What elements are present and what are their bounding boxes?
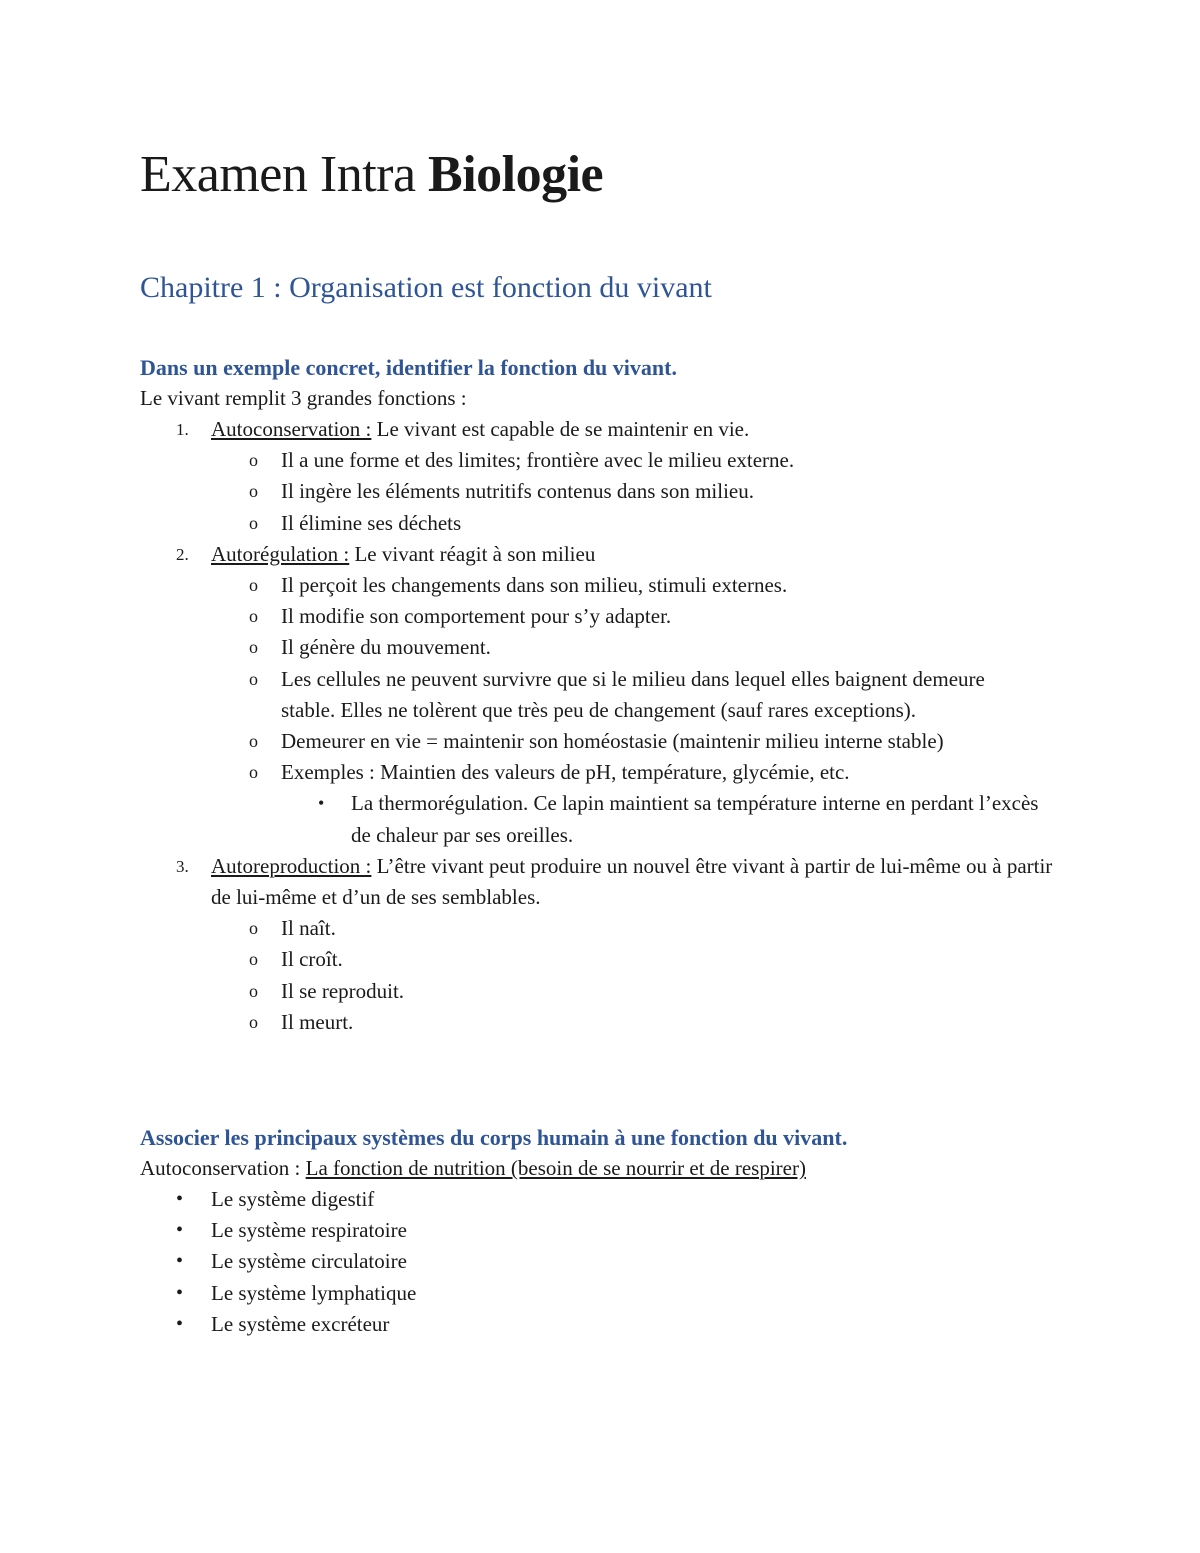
item-label: Autoconservation : [211, 417, 372, 441]
circle-bullet-icon: o [249, 1011, 258, 1032]
sub-list-item: o Il a une forme et des limites; frontière avec le milieu externe. [140, 445, 1140, 476]
section-intro: Le vivant remplit 3 grandes fonctions : [140, 386, 467, 410]
circle-bullet-icon: o [249, 512, 258, 533]
item-label: Autorégulation : [211, 541, 350, 566]
sub-list-item: o Exemples : Maintien des valeurs de pH, température, glycémie, etc. [140, 757, 1140, 788]
list-item-autoreproduction [140, 851, 1061, 913]
sub-list-item: o Il modifie son comportement pour s’y adapter. [140, 601, 1140, 632]
bullet-list-item: • Le système lymphatique [140, 1278, 1140, 1309]
bullet-list-item: • Le système circulatoire [140, 1246, 1140, 1277]
sub-list-item: o Il ingère les éléments nutritifs contenus dans son milieu. [140, 476, 1140, 507]
title-regular: Examen Intra [140, 146, 429, 203]
section-fonctions-du-vivant [140, 352, 1140, 1038]
list-number: 3. [176, 856, 189, 876]
item-label: Autoreproduction : [211, 853, 372, 878]
bullet-list-item: • Le système excréteur [140, 1309, 1140, 1340]
section-intro: Autoconservation : La fonction de nutrition (besoin de se nourrir et de respirer) [140, 1156, 806, 1180]
section-heading: Associer les principaux systèmes du corps humain à une fonction du vivant. [140, 1125, 848, 1150]
circle-bullet-icon: o [249, 668, 258, 689]
item-text: Le vivant est capable de se maintenir en vie. [371, 417, 750, 441]
item-text: Le vivant réagit à son milieu [349, 541, 596, 566]
circle-bullet-icon: o [249, 450, 258, 471]
list-item-autoregulation [140, 539, 1140, 570]
section-heading: Dans un exemple concret, identifier la fonction du vivant. [140, 355, 677, 380]
circle-bullet-icon: o [249, 606, 258, 627]
bullet-icon: • [318, 793, 325, 814]
list-item-autoconservation [140, 414, 1140, 445]
sub-list-item: o Il se reproduit. [140, 976, 1140, 1007]
circle-bullet-icon: o [249, 637, 258, 658]
bullet-icon: • [176, 1281, 184, 1304]
circle-bullet-icon: o [249, 731, 258, 752]
sub-list-item: o Il croît. [140, 944, 1140, 975]
chapter-heading: Chapitre 1 : Organisation est fonction du vivant [140, 271, 712, 304]
sub-list-item: o Il perçoit les changements dans son milieu, stimuli externes. [140, 570, 1140, 601]
circle-bullet-icon: o [249, 980, 258, 1001]
section-systemes-corps-humain [140, 1122, 1140, 1340]
sub-list-item: o Il génère du mouvement. [140, 632, 1140, 663]
circle-bullet-icon: o [249, 762, 258, 783]
bullet-icon: • [176, 1250, 184, 1273]
bullet-list-item: • Le système digestif [140, 1184, 1140, 1215]
list-number: 1. [176, 420, 189, 439]
bullet-icon: • [176, 1312, 184, 1335]
sub-list-item: o Il naît. [140, 913, 1140, 944]
page-title [140, 143, 603, 207]
sub-list-item: o Demeurer en vie = maintenir son homéostasie (maintenir milieu interne stable) [140, 726, 1140, 757]
sub-sub-list-item: • La thermorégulation. Ce lapin maintient sa température interne en perdant l’excès de chaleur par ses oreilles. [140, 788, 1051, 850]
circle-bullet-icon: o [249, 481, 258, 502]
bullet-icon: • [176, 1219, 184, 1242]
sub-list-item: o Il élimine ses déchets [140, 508, 1140, 539]
bullet-list-item: • Le système respiratoire [140, 1215, 1140, 1246]
title-bold: Biologie [428, 146, 604, 203]
list-number: 2. [176, 544, 189, 564]
bullet-icon: • [176, 1188, 184, 1210]
sub-list-item: o Les cellules ne peuvent survivre que si le milieu dans lequel elles baignent demeure stable. Elles ne tolèrent que très peu de changement (sauf rares exceptions). [140, 664, 1001, 726]
sub-list-item: o Il meurt. [140, 1007, 1140, 1038]
item-text: L’être vivant peut produire un nouvel être vivant à partir de lui-même ou à partir de lui-même et d’un de ses semblables. [211, 853, 1053, 910]
circle-bullet-icon: o [249, 949, 258, 970]
circle-bullet-icon: o [249, 575, 258, 596]
circle-bullet-icon: o [249, 918, 258, 939]
